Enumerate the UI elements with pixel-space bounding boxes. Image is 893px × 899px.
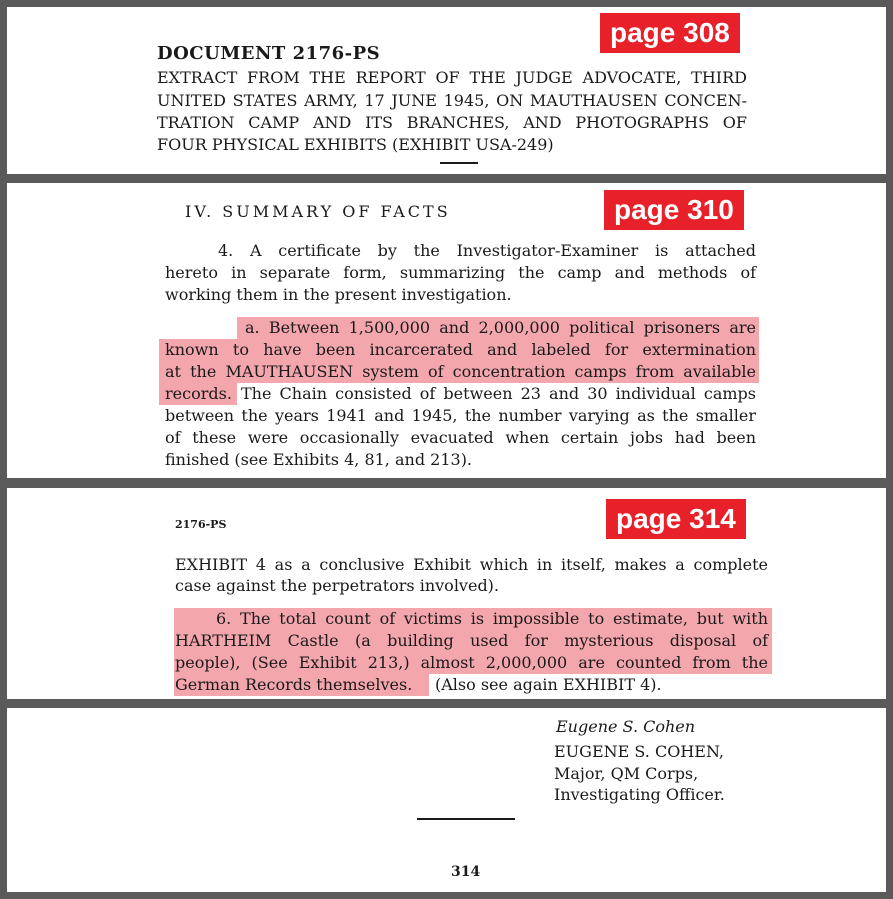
extract-line: FOUR PHYSICAL EXHIBITS (EXHIBIT USA-249)	[157, 135, 554, 154]
footer-rule	[417, 818, 515, 820]
extract-line: UNITED STATES ARMY, 17 JUNE 1945, ON MAUTHAUSEN CONCEN-	[157, 91, 747, 110]
extract-line: EXTRACT FROM THE REPORT OF THE JUDGE ADVOCATE, THIRD	[157, 68, 747, 87]
paragraph-6-line: 6. The total count of victims is impossible to estimate, but with	[216, 609, 768, 628]
signature-rank: Major, QM Corps,	[554, 764, 699, 783]
paragraph-6-line: German Records themselves.	[175, 675, 413, 694]
paragraph-a-line: of these were occasionally evacuated when certain jobs had been	[165, 428, 756, 447]
page-314-badge: page 314	[606, 499, 746, 539]
signature-panel	[7, 708, 886, 892]
paragraph-6-line: people), (See Exhibit 213,) almost 2,000,000 are counted from the	[175, 653, 768, 672]
page-308-panel	[7, 7, 886, 174]
section-heading: IV. SUMMARY OF FACTS	[185, 202, 451, 221]
paragraph-a-line: finished (see Exhibits 4, 81, and 213).	[165, 450, 473, 469]
paragraph-a-line: a. Between 1,500,000 and 2,000,000 political prisoners are	[245, 318, 756, 337]
paragraph-6-line: HARTHEIM Castle (a building used for mysterious disposal of	[175, 631, 768, 650]
document-title: DOCUMENT 2176-PS	[157, 43, 381, 64]
paragraph-a-line: records.	[165, 384, 232, 403]
paragraph-4-line: working them in the present investigation.	[165, 285, 512, 304]
paragraph-6-line: (Also see again EXHIBIT 4).	[435, 675, 662, 694]
page-310-badge: page 310	[604, 190, 744, 230]
paragraph-4-line: hereto in separate form, summarizing the camp and methods of	[165, 263, 756, 282]
paragraph-a-line: known to have been incarcerated and labeled for extermination	[165, 340, 756, 359]
paragraph-4-line: 4. A certificate by the Investigator-Examiner is attached	[218, 241, 756, 260]
extract-line: TRATION CAMP AND ITS BRANCHES, AND PHOTOGRAPHS OF	[157, 113, 747, 132]
signature-role: Investigating Officer.	[554, 785, 725, 804]
divider-rule	[440, 162, 478, 164]
paragraph-a-line: at the MAUTHAUSEN system of concentration camps from available	[165, 362, 756, 381]
running-header: 2176-PS	[175, 518, 227, 531]
page-number: 314	[451, 864, 481, 880]
page-314-panel	[7, 488, 886, 699]
exhibit-line: case against the perpetrators involved).	[175, 576, 500, 595]
paragraph-a-line: The Chain consisted of between 23 and 30 individual camps	[241, 384, 756, 403]
paragraph-a-line: between the years 1941 and 1945, the number varying as the smaller	[165, 406, 756, 425]
exhibit-line: EXHIBIT 4 as a conclusive Exhibit which in itself, makes a complete	[175, 555, 768, 574]
signature-name: EUGENE S. COHEN,	[554, 742, 725, 761]
page-310-panel	[7, 183, 886, 478]
handwritten-signature: Eugene S. Cohen	[556, 717, 696, 736]
page-308-badge: page 308	[600, 13, 740, 53]
